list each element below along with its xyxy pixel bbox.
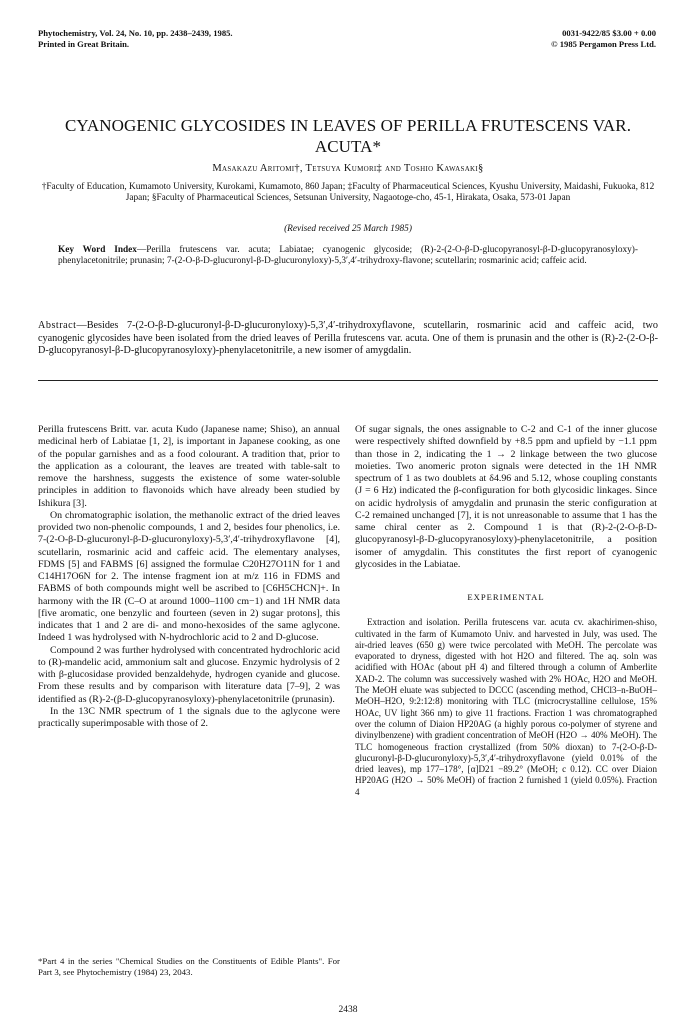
right-column [355, 424, 657, 798]
paragraph: On chromatographic isolation, the methanolic extract of the dried leaves provided two non-phenolic compounds, 1 and 2, besides four phenolics, i.e. 7-(2-O-β-D-glucuronyl-β-D-glucuronyloxy)-5,3′,4′-trihydroxyflavone [4], scutellarin, rosmarinic acid and caffeic acid. The elementary analyses, FDMS [5] and FABMS [6] assigned the formulae C20H27O11N for 1 and C14H17O6N for 2. The intense fragment ion at m/z 116 in FDMS and FABMS of both compounds might well be ascribed to [C6H5CHCN]+. In harmony with the IR (C–O at around 1000–1100 cm−1) and 1H NMR data [five aromatic, one benzylic and fourteen (seven in 2) sugar protons], this indicates that 1 and 2 are di- and mono-hexosides of the same aglycone. Indeed 1 was hydrolysed with N-hydrochloric acid to 2 and D-glucose. [38, 509, 340, 644]
paragraph: In the 13C NMR spectrum of 1 the signals due to the aglycone were practically superimposable with those of 2. [38, 705, 340, 729]
author-list: Masakazu Aritomi†, Tetsuya Kumori‡ and Toshio Kawasaki§ [212, 163, 484, 174]
copyright: © 1985 Pergamon Press Ltd. [551, 39, 656, 49]
revised-date: (Revised received 25 March 1985) [284, 224, 412, 234]
section-divider [38, 380, 658, 381]
keyword-index [58, 245, 638, 267]
paragraph: Compound 2 was further hydrolysed with concentrated hydrochloric acid to (R)-mandelic acid, ammonium salt and glucose. Enzymic hydrolysis of 2 with β-glucosidase provided benzaldehyde, hydrogen cyanide and glucose. From these results and by comparison with literature data [7–9], 2 was identified as (R)-2-(β-D-glucopyranosyloxy)-phenylacetonitrile (prunasin). [38, 644, 340, 705]
abstract-label: Abstract [38, 320, 77, 331]
keyword-text: —Perilla frutescens var. acuta; Labiatae; cyanogenic glycoside; (R)-2-(2-O-β-D-glucopyranosyl-β-D-glucopyranosyloxy)-phenylacetonitrile; prunasin; 7-(2-O-β-D-glucuronyl-β-D-glucuronyloxy)-5,3′,4′-trihydroxy-flavone; scutellarin; rosmarinic acid; caffeic acid. [58, 245, 638, 267]
experimental-heading: EXPERIMENTAL [467, 592, 545, 602]
page-number: 2438 [338, 1005, 358, 1015]
journal-header [38, 28, 233, 50]
experimental-section [355, 617, 657, 798]
abstract [38, 320, 658, 358]
issn-code: 0031-9422/85 $3.00 + 0.00 [562, 28, 656, 38]
printed-in: Printed in Great Britain. [38, 39, 130, 49]
left-column [38, 424, 340, 730]
paragraph: Of sugar signals, the ones assignable to C-2 and C-1 of the inner glucose were respectively shifted downfield by +8.5 ppm and upfield by −1.1 ppm than those in 2, indicating the 1 → 2 linkage between the two glucose moieties. Two anomeric proton signals were detected in the 1H NMR spectrum of 1 as two doublets at δ4.96 and 5.12, whose coupling constants (J = 6 Hz) indicated the β-configuration for both glycosidic linkages. Since on acidic hydrolysis of amygdalin and prunasin the steric configuration at C-2 remained unchanged [7], it is not unreasonable to assume that 1 has the same chiral center as 2. Compound 1 is that (R)-2-(2-O-β-D-glucopyranosyl-β-D-glucopyranosyloxy)-phenylacetonitrile, a position isomer of amygdalin. This constitutes the first report of cyanogenic glycosides in the Labiatae. [355, 424, 657, 570]
abstract-text: —Besides 7-(2-O-β-D-glucuronyl-β-D-glucuronyloxy)-5,3′,4′-trihydroxyflavone, scutellarin, rosmarinic acid and caffeic acid, two cyanogenic glycosides have been isolated from the dried leaves of Perilla frutescens var. acuta. One of them is prunasin and the other is (R)-2-(2-O-β-D-glucopyranosyl-β-D-glucopyranosyloxy)-phenylacetonitrile, a new isomer of amygdalin. [38, 320, 658, 357]
keyword-label: Key Word Index [58, 245, 137, 255]
footnote: *Part 4 in the series "Chemical Studies on the Constituents of Edible Plants". For Part 3, see Phytochemistry (1984) 23, 2043. [38, 956, 340, 977]
journal-citation: Phytochemistry, Vol. 24, No. 10, pp. 2438–2439, 1985. [38, 28, 233, 38]
paragraph: Perilla frutescens Britt. var. acuta Kudo (Japanese name; Shiso), an annual medicinal herb of Labiatae [1, 2], is important in Japanese cooking, as one of the popular garnishes and as a food colourant. A tradition that, prior to the application as a colourant, the leaves are treated with table-salt to remove the harshness, suggests the existence of some water-soluble principles in addition to flavonoids which have already been studied by Ishikura [3]. [38, 424, 340, 509]
paragraph: Extraction and isolation. Perilla frutescens var. acuta cv. akachirimen-shiso, cultivated in the farm of Kumamoto Univ. and harvested in July, was used. The air-dried leaves (650 g) were twice percolated with MeOH. The percolate was evaporated to dryness, digested with hot H2O and filtered. The aq. soln was acidified with HOAc (about pH 4) and filtered through a column of Amberlite XAD-2. The column was successively washed with 2% HOAc, H2O and MeOH. The MeOH eluate was subjected to DCCC (ascending method, CHCl3–n-BuOH–MeOH–H2O, 9:2:12:8) monitoring with TLC (microcrystalline cellulose, 15% HOAc, UV light 366 nm) to give 11 fractions. Fraction 1 was chromatographed over the column of Diaion HP20AG (a highly porous co-polymer of styrene and divinylbenzene) with gradient concentration of MeOH (H2O → 40% MeOH). The TLC homogeneous fraction crystallized (from 50% dioxan) to 7-(2-O-β-D-glucuronyl-β-D-glucuronyloxy)-5,3′,4′-trihydroxyflavone (yield 0.01% of the dried leaves), mp 177–178°, [α]D21 −89.2° (MeOH; c 0.12). CC over Diaion HP20AG (H2O → 50% MeOH) of fraction 2 furnished 1 (yield 0.05%). Fraction 4 [355, 617, 657, 797]
paper-title: CYANOGENIC GLYCOSIDES IN LEAVES OF PERILLA FRUTESCENS VAR. ACUTA* [64, 116, 632, 156]
affiliations: †Faculty of Education, Kumamoto University, Kurokami, Kumamoto, 860 Japan; ‡Faculty of Pharmaceutical Sciences, Kyushu University, Maidashi, Fukuoka, 812 Japan; §Faculty of Pharmaceutical Sciences, Setsunan University, Nagaotoge-cho, 45-1, Hirakata, Osaka, 573-01 Japan [41, 182, 655, 204]
publisher-header [551, 28, 656, 50]
